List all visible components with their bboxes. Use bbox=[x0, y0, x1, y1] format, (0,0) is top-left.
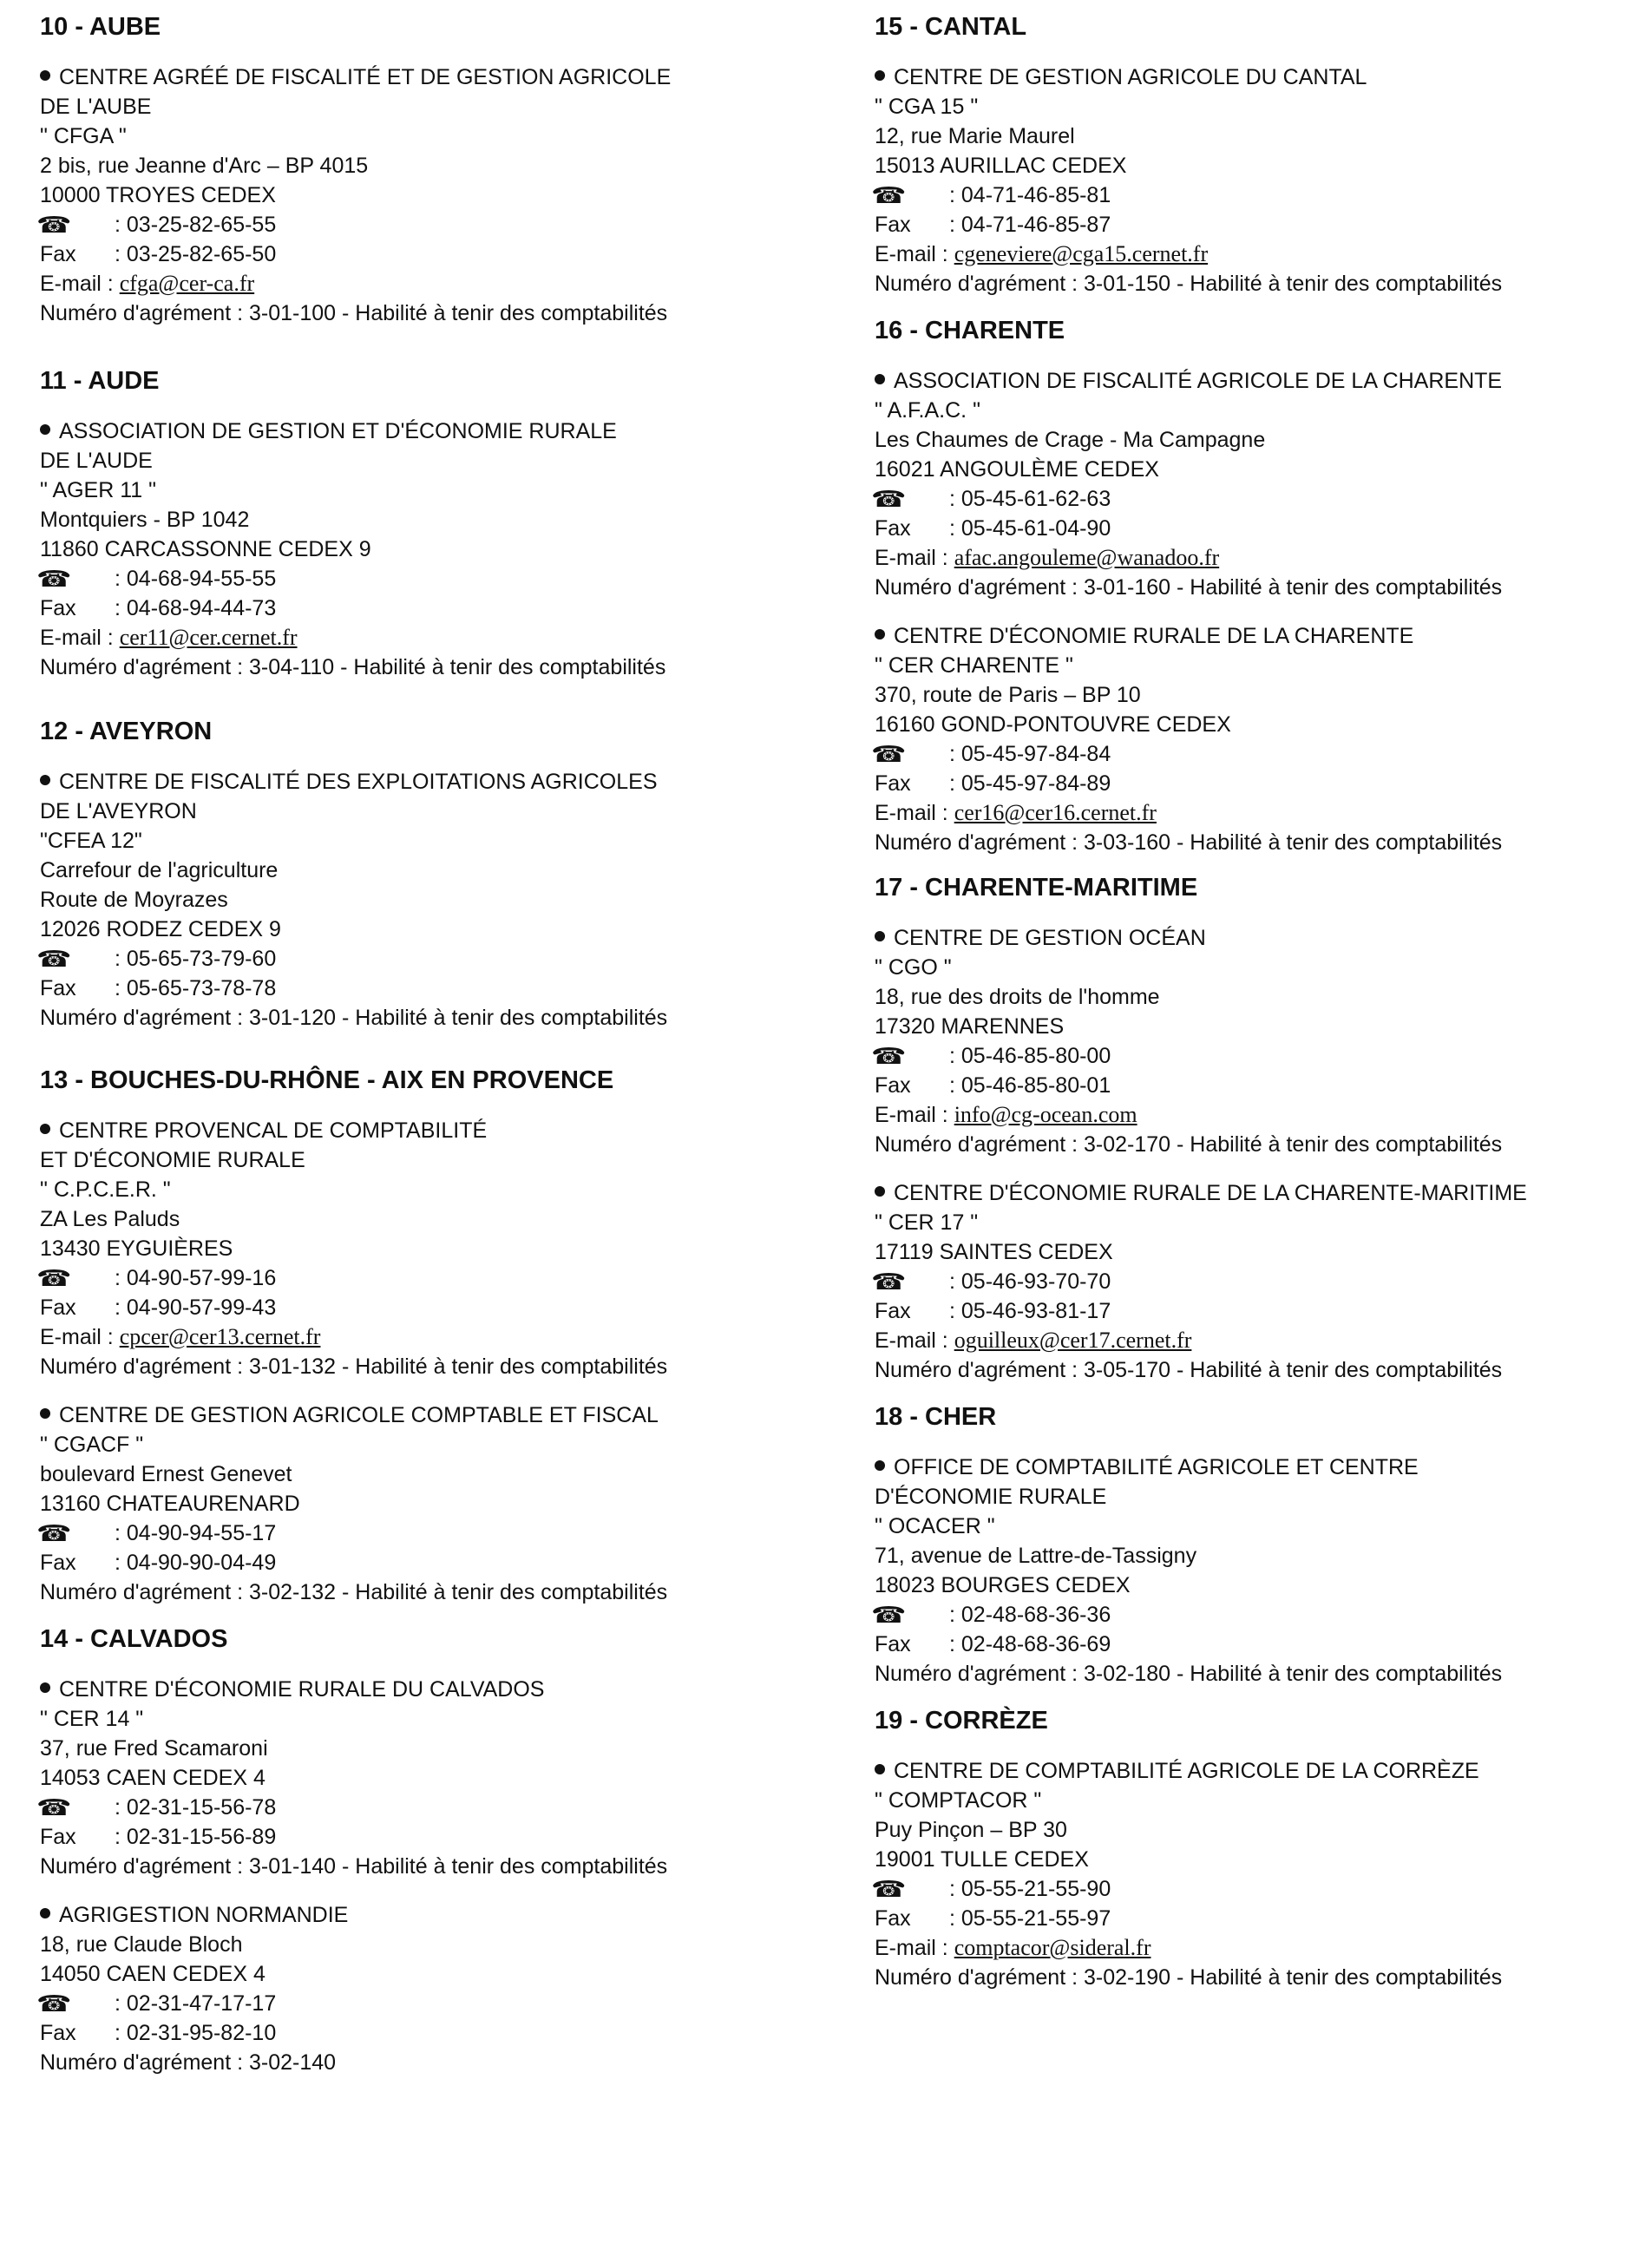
organization-name bbox=[875, 1756, 1647, 1786]
organization-name-text: CENTRE D'ÉCONOMIE RURALE DU CALVADOS bbox=[59, 1677, 545, 1702]
telephone-icon: ☎ bbox=[870, 741, 907, 767]
organization-name bbox=[40, 416, 821, 446]
email-row bbox=[875, 1326, 1647, 1355]
fax-label: Fax bbox=[875, 1073, 911, 1098]
phone-row bbox=[870, 1041, 1647, 1071]
address-line: 370, route de Paris – BP 10 bbox=[875, 683, 1141, 707]
email-label: E-mail : bbox=[875, 801, 954, 825]
organization-entry bbox=[870, 1756, 1647, 1992]
fax-number: : 04-71-46-85-87 bbox=[949, 213, 1111, 237]
organization-name bbox=[875, 1482, 1647, 1512]
organization-name-text: DE L'AVEYRON bbox=[40, 799, 197, 823]
phone-number: : 05-55-21-55-90 bbox=[949, 1877, 1111, 1901]
department-heading: 13 - BOUCHES-DU-RHÔNE - AIX EN PROVENCE bbox=[40, 1066, 614, 1094]
organization-name bbox=[875, 621, 1647, 651]
department-section bbox=[870, 873, 1647, 1385]
organization-name-text: ASSOCIATION DE GESTION ET D'ÉCONOMIE RURALE bbox=[59, 419, 617, 443]
telephone-icon: ☎ bbox=[36, 1794, 72, 1820]
phone-number: : 04-90-94-55-17 bbox=[115, 1521, 277, 1545]
address-line: 16160 GOND-PONTOUVRE CEDEX bbox=[875, 712, 1231, 737]
organization-name-text: DE L'AUBE bbox=[40, 95, 152, 119]
organization-entry bbox=[870, 1178, 1647, 1385]
email-link[interactable]: comptacor@sideral.fr bbox=[954, 1935, 1151, 1960]
fax-number: : 02-31-95-82-10 bbox=[115, 2021, 277, 2045]
fax-row bbox=[875, 1071, 1647, 1100]
phone-number: : 02-31-47-17-17 bbox=[115, 1991, 277, 2016]
telephone-icon: ☎ bbox=[36, 566, 72, 592]
fax-number: : 05-46-85-80-01 bbox=[949, 1073, 1111, 1098]
phone-number: : 05-45-61-62-63 bbox=[949, 487, 1111, 511]
organization-name bbox=[40, 446, 821, 475]
telephone-icon: ☎ bbox=[36, 1520, 72, 1546]
address-line: 15013 AURILLAC CEDEX bbox=[875, 154, 1127, 178]
organization-acronym: " CFGA " bbox=[40, 124, 127, 148]
right-column bbox=[870, 12, 1647, 1992]
organization-name bbox=[875, 1178, 1647, 1208]
fax-number: : 05-45-61-04-90 bbox=[949, 516, 1111, 541]
department-section bbox=[870, 12, 1647, 298]
email-row bbox=[875, 543, 1647, 573]
address-line: 14053 CAEN CEDEX 4 bbox=[40, 1766, 266, 1790]
telephone-icon: ☎ bbox=[870, 1602, 907, 1628]
organization-acronym: " CGACF " bbox=[40, 1433, 144, 1457]
email-label: E-mail : bbox=[875, 1103, 954, 1127]
email-label: E-mail : bbox=[875, 1936, 954, 1960]
telephone-icon: ☎ bbox=[36, 1265, 72, 1291]
organization-name-text: ET D'ÉCONOMIE RURALE bbox=[40, 1148, 305, 1172]
email-link[interactable]: afac.angouleme@wanadoo.fr bbox=[954, 545, 1220, 570]
agrement-number: Numéro d'agrément : 3-01-160 - Habilité à tenir des comptabilités bbox=[875, 575, 1503, 600]
phone-number: : 04-68-94-55-55 bbox=[115, 567, 277, 591]
fax-row bbox=[875, 1904, 1647, 1933]
address-line: 18, rue Claude Bloch bbox=[40, 1932, 243, 1957]
address-line: 12026 RODEZ CEDEX 9 bbox=[40, 917, 281, 941]
bullet-icon bbox=[40, 1408, 50, 1419]
department-heading: 17 - CHARENTE-MARITIME bbox=[875, 874, 1198, 902]
address-line: Les Chaumes de Crage - Ma Campagne bbox=[875, 428, 1266, 452]
email-label: E-mail : bbox=[40, 272, 120, 296]
phone-row bbox=[870, 1874, 1647, 1904]
address-line: 17119 SAINTES CEDEX bbox=[875, 1240, 1113, 1264]
email-link[interactable]: cer11@cer.cernet.fr bbox=[119, 625, 298, 650]
fax-label: Fax bbox=[40, 1551, 76, 1575]
organization-name-text: CENTRE DE GESTION AGRICOLE COMPTABLE ET FISCAL bbox=[59, 1403, 659, 1427]
bullet-icon bbox=[875, 70, 885, 81]
organization-entry bbox=[36, 1116, 821, 1381]
phone-row bbox=[870, 484, 1647, 514]
bullet-icon bbox=[40, 1908, 50, 1918]
department-section bbox=[36, 1066, 821, 1607]
fax-label: Fax bbox=[875, 1632, 911, 1656]
fax-label: Fax bbox=[40, 976, 76, 1000]
bullet-icon bbox=[875, 629, 885, 639]
fax-row bbox=[875, 1630, 1647, 1659]
email-row bbox=[40, 623, 821, 653]
department-section bbox=[36, 366, 821, 682]
phone-row bbox=[870, 180, 1647, 210]
agrement-number: Numéro d'agrément : 3-02-180 - Habilité à tenir des comptabilités bbox=[875, 1662, 1503, 1686]
bullet-icon bbox=[875, 1460, 885, 1471]
fax-label: Fax bbox=[40, 596, 76, 620]
organization-entry bbox=[36, 767, 821, 1033]
agrement-number: Numéro d'agrément : 3-04-110 - Habilité à tenir des comptabilités bbox=[40, 655, 666, 679]
organization-entry bbox=[36, 1400, 821, 1607]
telephone-icon: ☎ bbox=[870, 486, 907, 512]
fax-row bbox=[875, 769, 1647, 798]
telephone-icon: ☎ bbox=[870, 1043, 907, 1069]
agrement-number: Numéro d'agrément : 3-03-160 - Habilité à tenir des comptabilités bbox=[875, 830, 1503, 855]
email-row bbox=[40, 269, 821, 298]
phone-number: : 05-45-97-84-84 bbox=[949, 742, 1111, 766]
address-line: 18023 BOURGES CEDEX bbox=[875, 1573, 1131, 1597]
organization-name bbox=[40, 797, 821, 826]
fax-label: Fax bbox=[875, 213, 911, 237]
organization-acronym: " C.P.C.E.R. " bbox=[40, 1177, 171, 1202]
telephone-icon: ☎ bbox=[36, 212, 72, 238]
fax-row bbox=[40, 594, 821, 623]
email-link[interactable]: cgeneviere@cga15.cernet.fr bbox=[954, 241, 1209, 266]
department-heading: 19 - CORRÈZE bbox=[875, 1707, 1048, 1735]
agrement-number: Numéro d'agrément : 3-01-150 - Habilité à tenir des comptabilités bbox=[875, 272, 1503, 296]
phone-number: : 05-46-85-80-00 bbox=[949, 1044, 1111, 1068]
email-link[interactable]: cpcer@cer13.cernet.fr bbox=[119, 1324, 321, 1349]
fax-number: : 04-90-90-04-49 bbox=[115, 1551, 277, 1575]
address-line: 19001 TULLE CEDEX bbox=[875, 1847, 1089, 1872]
agrement-number: Numéro d'agrément : 3-02-132 - Habilité à tenir des comptabilités bbox=[40, 1580, 668, 1604]
address-line: ZA Les Paluds bbox=[40, 1207, 180, 1231]
organization-entry bbox=[870, 62, 1647, 298]
organization-acronym: " COMPTACOR " bbox=[875, 1788, 1042, 1813]
fax-label: Fax bbox=[40, 1295, 76, 1320]
left-column bbox=[36, 12, 821, 2077]
phone-row bbox=[36, 1989, 821, 2018]
telephone-icon: ☎ bbox=[870, 1876, 907, 1902]
organization-name bbox=[40, 1900, 821, 1930]
organization-acronym: " OCACER " bbox=[875, 1514, 995, 1538]
fax-number: : 05-55-21-55-97 bbox=[949, 1906, 1111, 1931]
organization-name bbox=[875, 366, 1647, 396]
organization-name bbox=[875, 1453, 1647, 1482]
organization-acronym: " CER CHARENTE " bbox=[875, 653, 1073, 678]
phone-number: : 04-71-46-85-81 bbox=[949, 183, 1111, 207]
department-heading: 15 - CANTAL bbox=[875, 13, 1027, 41]
email-label: E-mail : bbox=[875, 1328, 954, 1353]
organization-name-text: CENTRE DE COMPTABILITÉ AGRICOLE DE LA CORRÈZE bbox=[894, 1759, 1479, 1783]
fax-number: : 02-48-68-36-69 bbox=[949, 1632, 1111, 1656]
organization-name bbox=[40, 1116, 821, 1145]
organization-name-text: CENTRE AGRÉÉ DE FISCALITÉ ET DE GESTION AGRICOLE bbox=[59, 65, 672, 89]
agrement-number: Numéro d'agrément : 3-02-140 bbox=[40, 2050, 337, 2075]
email-label: E-mail : bbox=[875, 546, 954, 570]
phone-row bbox=[36, 210, 821, 239]
email-label: E-mail : bbox=[875, 242, 954, 266]
organization-name bbox=[40, 92, 821, 121]
phone-number: : 04-90-57-99-16 bbox=[115, 1266, 277, 1290]
organization-acronym: "CFEA 12" bbox=[40, 829, 142, 853]
address-line: 14050 CAEN CEDEX 4 bbox=[40, 1962, 266, 1986]
organization-entry bbox=[870, 366, 1647, 602]
organization-name bbox=[875, 62, 1647, 92]
fax-label: Fax bbox=[875, 1906, 911, 1931]
bullet-icon bbox=[875, 1186, 885, 1197]
email-row bbox=[875, 798, 1647, 828]
department-heading: 14 - CALVADOS bbox=[40, 1625, 228, 1653]
fax-row bbox=[40, 1822, 821, 1852]
organization-name-text: CENTRE DE GESTION AGRICOLE DU CANTAL bbox=[894, 65, 1367, 89]
fax-row bbox=[40, 2018, 821, 2048]
fax-label: Fax bbox=[875, 1299, 911, 1323]
fax-number: : 05-46-93-81-17 bbox=[949, 1299, 1111, 1323]
email-row bbox=[40, 1322, 821, 1352]
agrement-number: Numéro d'agrément : 3-02-170 - Habilité à tenir des comptabilités bbox=[875, 1132, 1503, 1157]
organization-name-text: D'ÉCONOMIE RURALE bbox=[875, 1485, 1107, 1509]
organization-name-text: CENTRE D'ÉCONOMIE RURALE DE LA CHARENTE-MARITIME bbox=[894, 1181, 1527, 1205]
organization-acronym: " CER 17 " bbox=[875, 1210, 979, 1235]
fax-number: : 05-65-73-78-78 bbox=[115, 976, 277, 1000]
organization-acronym: " CGO " bbox=[875, 955, 952, 980]
address-line: Carrefour de l'agriculture bbox=[40, 858, 279, 882]
address-line: 2 bis, rue Jeanne d'Arc – BP 4015 bbox=[40, 154, 369, 178]
bullet-icon bbox=[875, 374, 885, 384]
telephone-icon: ☎ bbox=[870, 182, 907, 208]
email-label: E-mail : bbox=[40, 1325, 120, 1349]
agrement-number: Numéro d'agrément : 3-05-170 - Habilité à tenir des comptabilités bbox=[875, 1358, 1503, 1382]
address-line: Puy Pinçon – BP 30 bbox=[875, 1818, 1067, 1842]
email-link[interactable]: cfga@cer-ca.fr bbox=[119, 271, 255, 296]
email-link[interactable]: info@cg-ocean.com bbox=[954, 1102, 1137, 1127]
phone-number: : 05-65-73-79-60 bbox=[115, 947, 277, 971]
telephone-icon: ☎ bbox=[870, 1269, 907, 1295]
fax-label: Fax bbox=[875, 516, 911, 541]
agrement-number: Numéro d'agrément : 3-01-132 - Habilité à tenir des comptabilités bbox=[40, 1354, 668, 1379]
phone-row bbox=[870, 739, 1647, 769]
organization-name bbox=[40, 1675, 821, 1704]
address-line: 17320 MARENNES bbox=[875, 1014, 1065, 1039]
organization-name bbox=[40, 767, 821, 797]
phone-row bbox=[36, 1518, 821, 1548]
bullet-icon bbox=[875, 931, 885, 941]
fax-row bbox=[875, 514, 1647, 543]
organization-entry bbox=[36, 416, 821, 682]
phone-number: : 02-31-15-56-78 bbox=[115, 1795, 277, 1820]
bullet-icon bbox=[40, 1682, 50, 1693]
department-section bbox=[36, 717, 821, 1033]
organization-name-text: CENTRE DE FISCALITÉ DES EXPLOITATIONS AGRICOLES bbox=[59, 770, 658, 794]
agrement-number: Numéro d'agrément : 3-02-190 - Habilité à tenir des comptabilités bbox=[875, 1965, 1503, 1990]
fax-label: Fax bbox=[40, 242, 76, 266]
phone-number: : 05-46-93-70-70 bbox=[949, 1269, 1111, 1294]
phone-row bbox=[870, 1267, 1647, 1296]
fax-row bbox=[40, 239, 821, 269]
bullet-icon bbox=[40, 424, 50, 435]
agrement-number: Numéro d'agrément : 3-01-120 - Habilité à tenir des comptabilités bbox=[40, 1006, 668, 1030]
address-line: 18, rue des droits de l'homme bbox=[875, 985, 1160, 1009]
agrement-number: Numéro d'agrément : 3-01-140 - Habilité à tenir des comptabilités bbox=[40, 1854, 668, 1879]
fax-row bbox=[40, 1293, 821, 1322]
address-line: 13160 CHATEAURENARD bbox=[40, 1492, 300, 1516]
phone-row bbox=[36, 564, 821, 594]
department-section bbox=[870, 1402, 1647, 1689]
address-line: 71, avenue de Lattre-de-Tassigny bbox=[875, 1544, 1197, 1568]
bullet-icon bbox=[875, 1764, 885, 1774]
organization-acronym: " AGER 11 " bbox=[40, 478, 157, 502]
fax-number: : 03-25-82-65-50 bbox=[115, 242, 277, 266]
address-line: boulevard Ernest Genevet bbox=[40, 1462, 292, 1486]
organization-entry bbox=[870, 621, 1647, 857]
fax-number: : 02-31-15-56-89 bbox=[115, 1825, 277, 1849]
organization-entry bbox=[36, 1900, 821, 2077]
bullet-icon bbox=[40, 775, 50, 785]
organization-name-text: ASSOCIATION DE FISCALITÉ AGRICOLE DE LA CHARENTE bbox=[894, 369, 1503, 393]
fax-label: Fax bbox=[40, 1825, 76, 1849]
organization-name-text: CENTRE D'ÉCONOMIE RURALE DE LA CHARENTE bbox=[894, 624, 1414, 648]
fax-label: Fax bbox=[40, 2021, 76, 2045]
organization-name-text: OFFICE DE COMPTABILITÉ AGRICOLE ET CENTRE bbox=[894, 1455, 1419, 1479]
address-line: 12, rue Marie Maurel bbox=[875, 124, 1075, 148]
organization-name bbox=[875, 923, 1647, 953]
bullet-icon bbox=[40, 70, 50, 81]
address-line: 37, rue Fred Scamaroni bbox=[40, 1736, 268, 1761]
bullet-icon bbox=[40, 1124, 50, 1134]
phone-row bbox=[870, 1600, 1647, 1630]
department-section bbox=[36, 1624, 821, 2077]
agrement-number: Numéro d'agrément : 3-01-100 - Habilité à tenir des comptabilités bbox=[40, 301, 668, 325]
organization-entry bbox=[36, 1675, 821, 1881]
organization-name bbox=[40, 1145, 821, 1175]
organization-acronym: " A.F.A.C. " bbox=[875, 398, 980, 423]
organization-name-text: DE L'AUDE bbox=[40, 449, 153, 473]
fax-label: Fax bbox=[875, 771, 911, 796]
email-row bbox=[875, 1100, 1647, 1130]
email-row bbox=[875, 1933, 1647, 1963]
fax-row bbox=[875, 1296, 1647, 1326]
fax-row bbox=[40, 1548, 821, 1577]
department-section bbox=[870, 316, 1647, 857]
organization-acronym: " CER 14 " bbox=[40, 1707, 144, 1731]
address-line: Route de Moyrazes bbox=[40, 888, 228, 912]
phone-number: : 03-25-82-65-55 bbox=[115, 213, 277, 237]
fax-number: : 04-68-94-44-73 bbox=[115, 596, 277, 620]
organization-acronym: " CGA 15 " bbox=[875, 95, 979, 119]
department-section bbox=[870, 1706, 1647, 1992]
department-heading: 16 - CHARENTE bbox=[875, 317, 1065, 344]
email-link[interactable]: oguilleux@cer17.cernet.fr bbox=[954, 1328, 1192, 1353]
phone-number: : 02-48-68-36-36 bbox=[949, 1603, 1111, 1627]
phone-row bbox=[36, 1793, 821, 1822]
organization-entry bbox=[36, 62, 821, 328]
organization-name-text: CENTRE DE GESTION OCÉAN bbox=[894, 926, 1206, 950]
phone-row bbox=[36, 944, 821, 974]
department-heading: 11 - AUDE bbox=[40, 367, 160, 395]
fax-number: : 05-45-97-84-89 bbox=[949, 771, 1111, 796]
department-heading: 18 - CHER bbox=[875, 1403, 997, 1431]
telephone-icon: ☎ bbox=[36, 946, 72, 972]
fax-row bbox=[875, 210, 1647, 239]
address-line: 16021 ANGOULÈME CEDEX bbox=[875, 457, 1159, 482]
address-line: 10000 TROYES CEDEX bbox=[40, 183, 276, 207]
fax-row bbox=[40, 974, 821, 1003]
organization-name bbox=[40, 62, 821, 92]
email-link[interactable]: cer16@cer16.cernet.fr bbox=[954, 800, 1157, 825]
telephone-icon: ☎ bbox=[36, 1990, 72, 2017]
email-label: E-mail : bbox=[40, 626, 120, 650]
department-heading: 10 - AUBE bbox=[40, 13, 161, 41]
organization-name-text: CENTRE PROVENCAL DE COMPTABILITÉ bbox=[59, 1118, 488, 1143]
email-row bbox=[875, 239, 1647, 269]
phone-row bbox=[36, 1263, 821, 1293]
organization-name-text: AGRIGESTION NORMANDIE bbox=[59, 1903, 349, 1927]
department-section bbox=[36, 12, 821, 328]
organization-name bbox=[40, 1400, 821, 1430]
organization-entry bbox=[870, 1453, 1647, 1689]
organization-entry bbox=[870, 923, 1647, 1159]
address-line: 11860 CARCASSONNE CEDEX 9 bbox=[40, 537, 371, 561]
fax-number: : 04-90-57-99-43 bbox=[115, 1295, 277, 1320]
address-line: 13430 EYGUIÈRES bbox=[40, 1236, 233, 1261]
address-line: Montquiers - BP 1042 bbox=[40, 508, 250, 532]
department-heading: 12 - AVEYRON bbox=[40, 718, 213, 745]
